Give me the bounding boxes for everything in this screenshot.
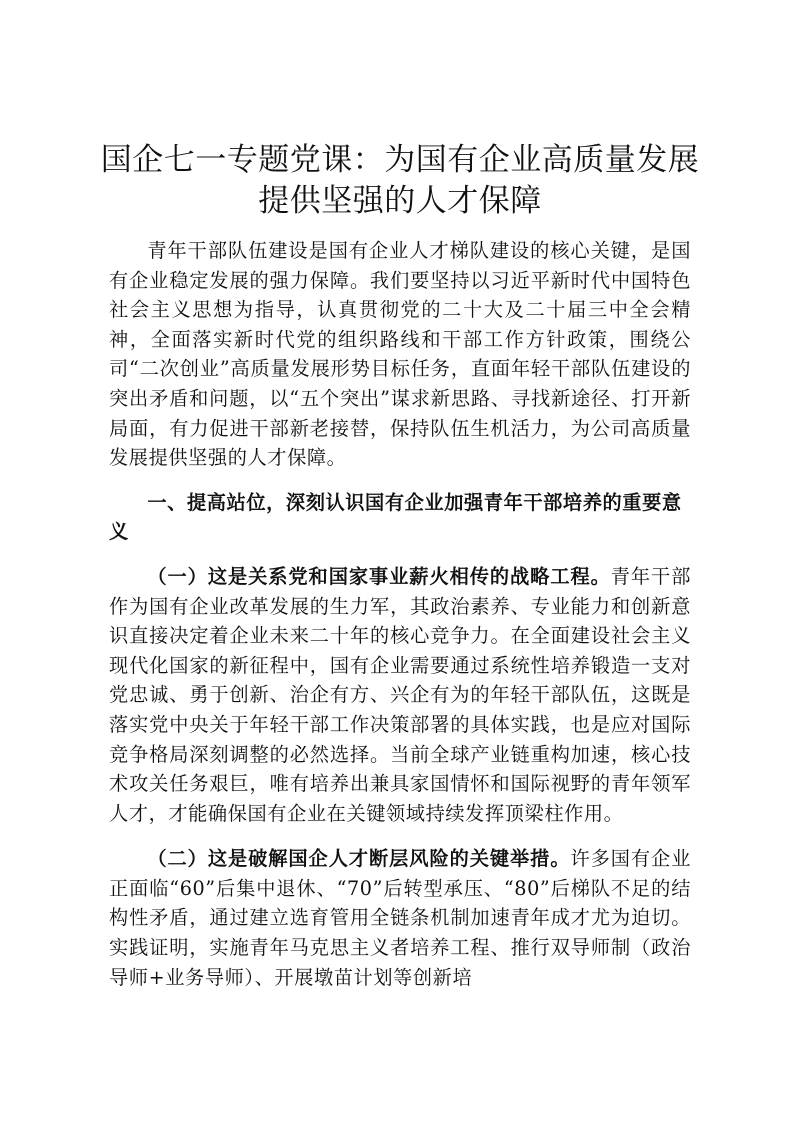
intro-paragraph: 青年干部队伍建设是国有企业人才梯队建设的核心关键，是国有企业稳定发展的强力保障。我们要坚持以习近平新时代中国特色社会主义思想为指导，认真贯彻党的二十大及二十届三中全会精神，全面落实新时代党的组织路线和干部工作方针政策，围绕公司“二次创业”高质量发展形势目标任务，直面年轻干部队伍建设的突出矛盾和问题，以“五个突出”谋求新思路、寻找新途径、打开新局面，有力促进干部新老接替，保持队伍生机活力，为公司高质量发展提供坚强的人才保障。: [109, 239, 691, 470]
document-body: [109, 236, 691, 992]
paragraph-lead: （二）这是破解国企人才断层风险的关键举措。: [147, 847, 571, 871]
paragraph-lead: （一）这是关系党和国家事业薪火相传的战略工程。: [147, 564, 611, 588]
paragraph-text: 青年干部作为国有企业改革发展的生力军，其政治素养、专业能力和创新意识直接决定着企业未来二十年的核心竞争力。在全面建设社会主义现代化国家的新征程中，国有企业需要通过系统性培养锻造一支对党忠诚、勇于创新、治企有方、兴企有为的年轻干部队伍，这既是落实党中央关于年轻干部工作决策部署的具体实践，也是应对国际竞争格局深刻调整的必然选择。当前全球产业链重构加速，核心技术攻关任务艰巨，唯有培养出兼具家国情怀和国际视野的青年领军人才，才能确保国有企业在关键领域持续发挥顶梁柱作用。: [109, 564, 691, 825]
section-paragraph-1: [109, 562, 691, 828]
document-title: 国企七一专题党课：为国有企业高质量发展提供坚强的人才保障: [100, 142, 700, 219]
section-heading: 一、提高站位，深刻认识国有企业加强青年干部培养的重要意义: [109, 490, 682, 544]
section-paragraph-2: [109, 844, 691, 992]
paragraph-text: 许多国有企业正面临“60”后集中退休、“70”后转型承压、“80”后梯队不足的结构性矛盾，通过建立选育管用全链条机制加速青年成才尤为迫切。实践证明，实施青年马克思主义者培养工程、推行双导师制（政治导师+业务导师）、开展墩苗计划等创新培: [109, 847, 691, 989]
